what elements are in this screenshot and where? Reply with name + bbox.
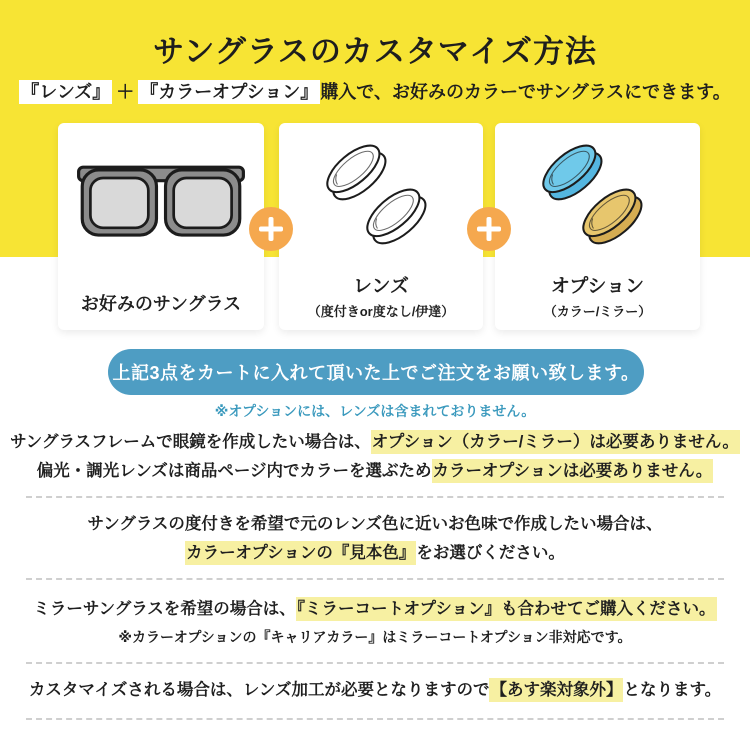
dashed-divider [26,718,724,720]
text-line [0,676,750,705]
highlighted-text: オプション（カラー/ミラー）は必要ありません。 [371,430,740,454]
subtitle [0,78,750,104]
text-segment: となります。 [623,681,722,699]
subtitle-highlight-lens: 『レンズ』 [21,82,111,102]
step-sublabel-options: （カラー/ミラー） [543,304,652,319]
dashed-divider [26,496,724,498]
step-sublabel-lenses: （度付きor度なし/伊達） [307,304,455,319]
text-segment: サングラスの度付きを希望で元のレンズ色に近いお色味で作成したい場合は、 [87,515,663,533]
step-label-options: オプション [550,276,645,297]
text-segment: サングラスフレームで眼鏡を作成したい場合は、 [10,433,371,451]
step-card-sunglasses [58,123,264,330]
subtitle-highlight-color-option: 『カラーオプション』 [140,82,319,102]
text-line [0,510,750,539]
step-card-lenses [279,123,483,330]
step-label-lenses: レンズ [353,276,409,297]
text-segment: カスタマイズされる場合は、レンズ加工が必要となりますので [28,681,490,699]
subtitle-rest: 購入で、お好みのカラーでサングラスにできます。 [320,82,731,102]
highlighted-text: カラーオプションは必要ありません。 [432,459,714,483]
highlighted-text: 『ミラーコートオプション』も合わせてご購入ください。 [296,597,717,621]
plus-icon [467,207,511,251]
step-card-options [495,123,700,330]
paragraph-delivery-note [0,676,750,705]
gold-lens-icon [571,175,653,257]
text-line [0,595,750,624]
page-title: サングラスのカスタマイズ方法 [153,34,597,69]
paragraph-frame-only [0,428,750,486]
highlighted-text: カラーオプションの『見本色』 [185,541,416,565]
dashed-divider [26,662,724,664]
dashed-divider [26,578,724,580]
step-label-sunglasses: お好みのサングラス [80,294,242,314]
order-instruction-text: 上記3点をカートに入れて頂いた上でご注文をお願い致します。 [112,363,640,383]
text-segment: 偏光・調光レンズは商品ページ内でカラーを選ぶため [36,462,432,480]
notes-section [0,428,750,720]
paragraph-mirror-option [0,595,750,650]
text-segment: をお選びください。 [416,544,565,562]
highlighted-text: 【あす楽対象外】 [489,678,623,702]
subtitle-plus-sign: ＋ [116,82,135,102]
sunglasses-icon [75,159,247,245]
order-instruction-banner [108,349,644,395]
option-note: ※オプションには、レンズは含まれておりません。 [214,403,536,419]
carrier-color-note: ※カラーオプションの『キャリアカラー』はミラーコートオプション非対応です。 [118,629,632,645]
clear-lenses-illustration [279,123,483,273]
text-line [0,457,750,486]
paragraph-sample-color [0,510,750,568]
clear-lens-icon [355,175,437,257]
steps-row [0,123,750,330]
text-segment: ミラーサングラスを希望の場合は、 [33,600,296,618]
text-line [0,428,750,457]
sunglasses-illustration [58,123,264,273]
text-line [0,539,750,568]
color-lenses-illustration [495,123,700,273]
plus-icon [249,207,293,251]
